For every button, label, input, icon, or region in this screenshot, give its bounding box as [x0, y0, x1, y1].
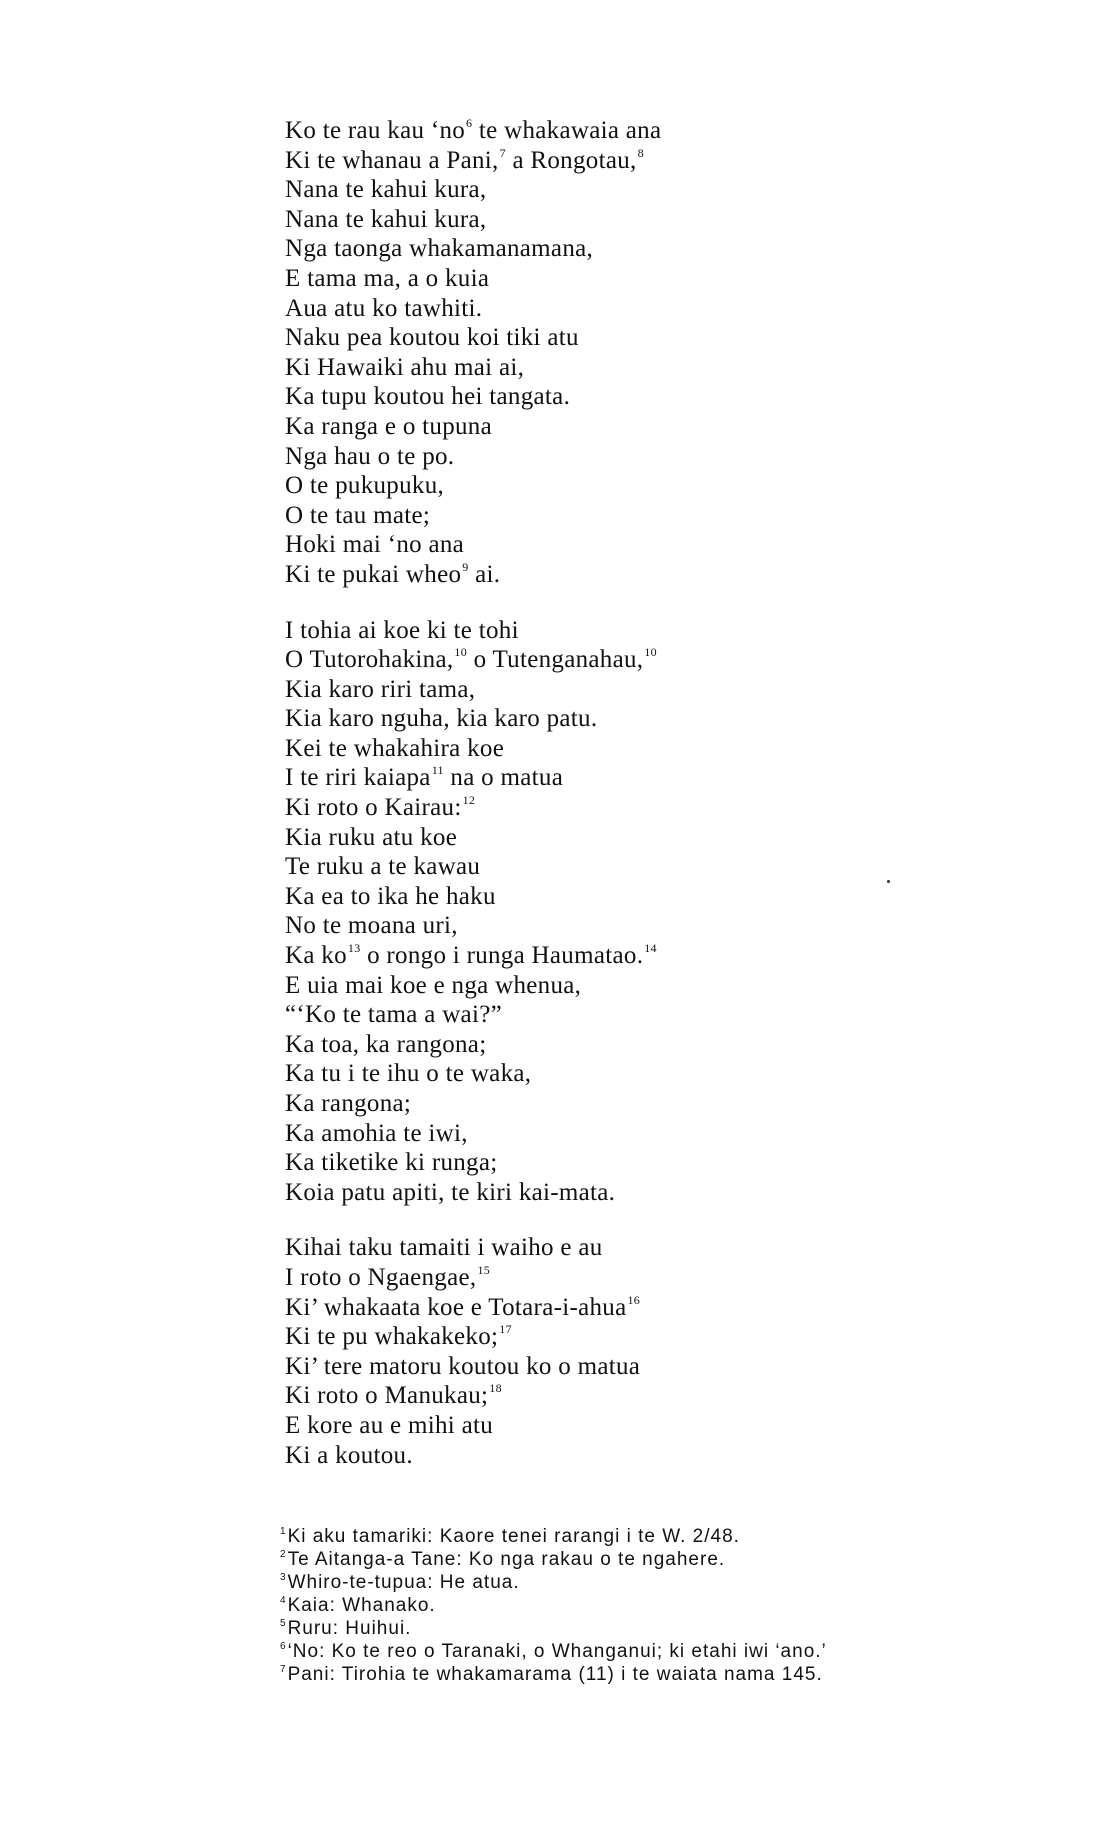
- poem-line: [285, 442, 925, 472]
- poem-line: [285, 323, 925, 353]
- footnote-marker: 16: [627, 1292, 641, 1307]
- line-text: Koia patu apiti, te kiri kai-mata.: [285, 1178, 616, 1206]
- poem-line: [285, 560, 925, 590]
- line-text: Ka ea to ika he haku: [285, 882, 496, 910]
- footnote-marker: 13: [347, 941, 361, 956]
- line-text: Kia karo riri tama,: [285, 675, 476, 703]
- poem-line: [285, 175, 925, 205]
- footnote: [280, 1640, 920, 1663]
- footnote: [280, 1525, 920, 1548]
- poem-line: [285, 1030, 925, 1060]
- footnote-text: Whiro-te-tupua: He atua.: [287, 1572, 520, 1593]
- line-text: na o matua: [443, 764, 564, 792]
- footnote-marker: 7: [499, 145, 506, 160]
- poem-line: [285, 793, 925, 823]
- poem-line: [285, 1178, 925, 1208]
- poem-line: [285, 1441, 925, 1471]
- line-text: I roto o Ngaengae,: [285, 1263, 477, 1291]
- line-text: Nga hau o te po.: [285, 442, 455, 470]
- poem-line: [285, 616, 925, 646]
- line-text: Nana te kahui kura,: [285, 205, 487, 233]
- line-text: Ki a koutou.: [285, 1441, 413, 1469]
- poem-line: [285, 146, 925, 176]
- line-text: Aua atu ko tawhiti.: [285, 294, 483, 322]
- poem-line: [285, 471, 925, 501]
- footnote-marker: 10: [644, 645, 657, 660]
- line-text: te whakawaia ana: [472, 117, 662, 144]
- poem-line: [285, 1148, 925, 1178]
- poem-line: [285, 264, 925, 294]
- poem-line: [285, 852, 925, 882]
- poem-line: [285, 294, 925, 324]
- poem-line: [285, 704, 925, 734]
- footnote: [280, 1594, 920, 1617]
- line-text: Ki roto o Kairau:: [285, 794, 462, 822]
- line-text: Naku pea koutou koi tiki atu: [285, 324, 579, 352]
- footnote: [280, 1663, 920, 1686]
- poem-line: [285, 412, 925, 442]
- footnote-marker: 9: [462, 559, 469, 574]
- poem-line: [285, 530, 925, 560]
- line-text: Te ruku a te kawau: [285, 853, 481, 881]
- footnote: [280, 1571, 920, 1594]
- line-text: “‘Ko te tama a wai?”: [285, 1001, 502, 1029]
- footnote-marker: 15: [477, 1262, 491, 1277]
- footnote-number: 3: [280, 1572, 287, 1583]
- footnote-number: 7: [280, 1664, 287, 1675]
- footnote-marker: 8: [637, 145, 644, 160]
- line-text: Ka tu i te ihu o te waka,: [285, 1060, 532, 1088]
- poem-line: [285, 382, 925, 412]
- poem-line: [285, 911, 925, 941]
- line-text: Ka rangona;: [285, 1090, 412, 1117]
- line-text: E tama ma, a o kuia: [285, 264, 490, 292]
- footnote-number: 1: [280, 1526, 287, 1537]
- poem-line: [285, 645, 925, 675]
- line-text: No te moana uri,: [285, 912, 458, 940]
- poem-line: [285, 823, 925, 853]
- poem-line: [285, 1293, 925, 1323]
- line-text: Ka toa, ka rangona;: [285, 1030, 487, 1058]
- poem-line: [285, 116, 925, 146]
- footnote-number: 6: [280, 1641, 287, 1652]
- footnote: [280, 1617, 920, 1640]
- footnote-number: 4: [280, 1595, 287, 1606]
- line-text: I tohia ai koe ki te tohi: [285, 616, 519, 644]
- footnote-text: Ki aku tamariki: Kaore tenei rarangi i te W. 2/48.: [287, 1526, 740, 1547]
- line-text: Kei te whakahira koe: [285, 734, 505, 762]
- line-text: O te tau mate;: [285, 501, 431, 529]
- line-text: I te riri kaiapa: [285, 764, 431, 792]
- poem-line: [285, 1233, 925, 1263]
- footnote-text: Ruru: Huihui.: [287, 1618, 412, 1639]
- line-text: O Tutorohakina,: [285, 646, 454, 674]
- line-text: Ka tiketike ki runga;: [285, 1149, 498, 1177]
- line-text: Ka ranga e o tupuna: [285, 412, 493, 440]
- line-text: o rongo i runga Haumatao.: [360, 942, 644, 970]
- stanza: [285, 616, 925, 1208]
- poem-line: [285, 1352, 925, 1382]
- footnote-text: Pani: Tirohia te whakamarama (11) i te waiata nama 145.: [287, 1664, 823, 1685]
- poem-line: [285, 971, 925, 1001]
- line-text: ai.: [468, 560, 501, 588]
- poem-line: [285, 1381, 925, 1411]
- footnote-marker: 12: [462, 793, 476, 808]
- line-text: Ki te whanau a Pani,: [285, 146, 499, 174]
- footnote-marker: 18: [489, 1381, 502, 1396]
- line-text: E uia mai koe e nga whenua,: [285, 971, 582, 999]
- footnote-text: ‘No: Ko te reo o Taranaki, o Whanganui; ki etahi iwi ‘ano.’: [287, 1641, 827, 1662]
- line-text: Ki te pu whakakeko;: [285, 1323, 499, 1351]
- poem-line: [285, 734, 925, 764]
- line-text: Ki te pukai wheo: [285, 560, 462, 588]
- footnote-marker: 17: [499, 1322, 512, 1337]
- line-text: Nga taonga whakamanamana,: [285, 235, 594, 263]
- poem-line: [285, 882, 925, 912]
- line-text: Ka tupu koutou hei tangata.: [285, 383, 571, 411]
- poem-line: [285, 763, 925, 793]
- line-text: E kore au e mihi atu: [285, 1411, 494, 1439]
- poem-line: [285, 1322, 925, 1352]
- line-text: Kia ruku atu koe: [285, 823, 458, 851]
- line-text: a Rongotau,: [505, 146, 637, 174]
- line-text: Ka amohia te iwi,: [285, 1119, 468, 1147]
- footnote-number: 5: [280, 1618, 287, 1629]
- line-text: O te pukupuku,: [285, 472, 445, 500]
- footnotes: [280, 1525, 920, 1686]
- line-text: Kia karo nguha, kia karo patu.: [285, 705, 598, 733]
- line-text: Ki roto o Manukau;: [285, 1382, 489, 1410]
- poem-line: [285, 1000, 925, 1030]
- poem-line: [285, 941, 925, 971]
- footnote-marker: 11: [431, 763, 444, 778]
- footnote-marker: 14: [644, 941, 657, 956]
- footnote: [280, 1548, 920, 1571]
- stanza: [285, 116, 925, 590]
- line-text: Ko te rau kau ‘no: [285, 117, 466, 144]
- footnote-marker: 10: [454, 645, 468, 660]
- poem-line: [285, 501, 925, 531]
- poem-line: [285, 353, 925, 383]
- line-text: Ki Hawaiki ahu mai ai,: [285, 353, 525, 381]
- poem-line: [285, 234, 925, 264]
- footnote-text: Kaia: Whanako.: [287, 1595, 436, 1616]
- footnote-text: Te Aitanga-a Tane: Ko nga rakau o te ngahere.: [287, 1549, 726, 1570]
- line-text: Hoki mai ‘no ana: [285, 531, 465, 559]
- poem: [285, 116, 925, 1496]
- print-speck: [887, 880, 890, 883]
- line-text: Ka ko: [285, 942, 347, 970]
- poem-line: [285, 1263, 925, 1293]
- line-text: Ki’ whakaata koe e Totara-i-ahua: [285, 1293, 627, 1321]
- poem-line: [285, 1059, 925, 1089]
- poem-line: [285, 1411, 925, 1441]
- line-text: o Tutenganahau,: [467, 646, 644, 674]
- poem-line: [285, 205, 925, 235]
- poem-line: [285, 675, 925, 705]
- poem-line: [285, 1119, 925, 1149]
- line-text: Ki’ tere matoru koutou ko o matua: [285, 1352, 641, 1380]
- poem-line: [285, 1089, 925, 1119]
- line-text: Nana te kahui kura,: [285, 176, 487, 204]
- footnote-marker: 6: [466, 116, 473, 130]
- line-text: Kihai taku tamaiti i waiho e au: [285, 1234, 603, 1262]
- footnote-number: 2: [280, 1549, 287, 1560]
- stanza: [285, 1233, 925, 1470]
